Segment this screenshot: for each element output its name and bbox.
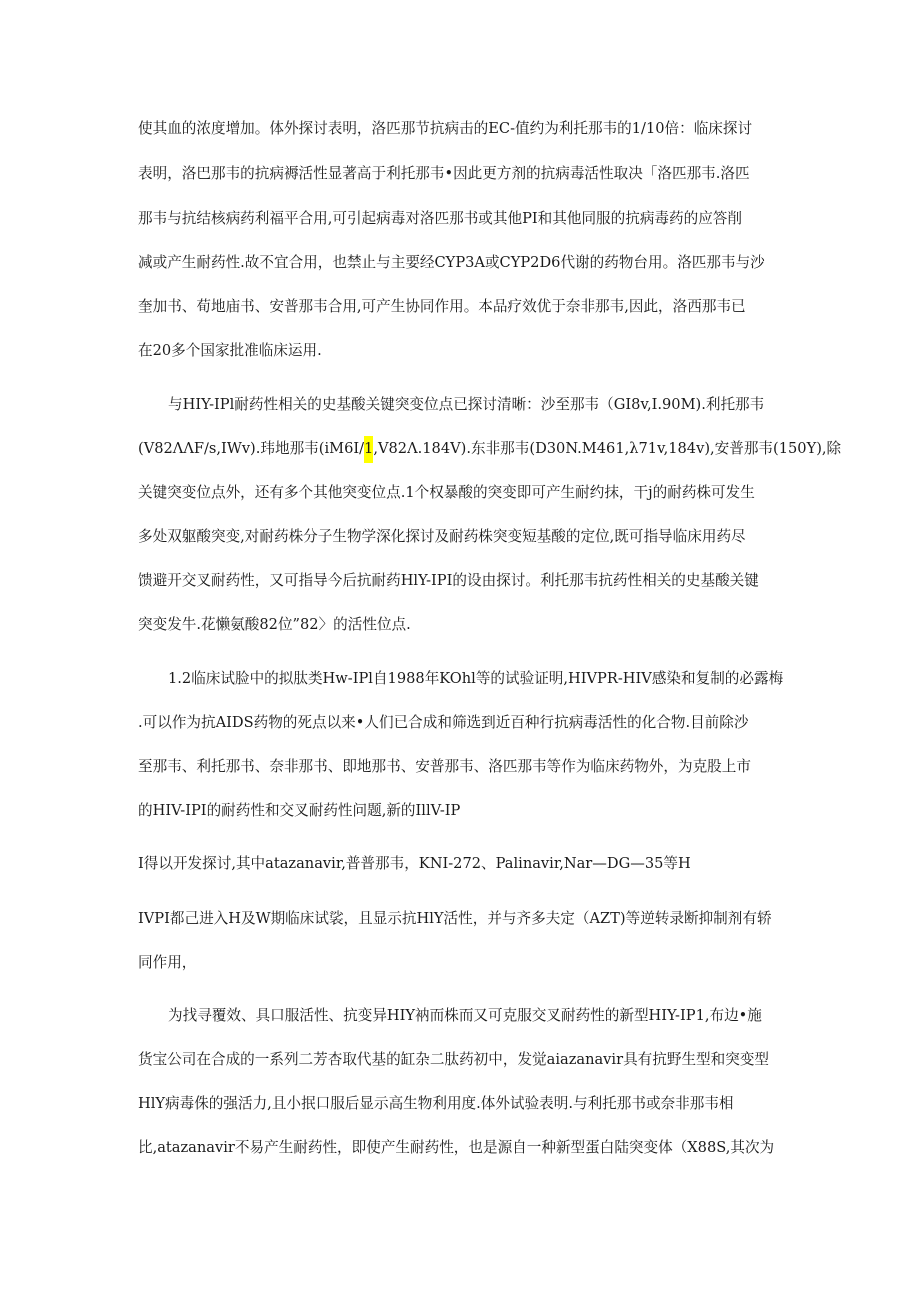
text-line: HlY病毒侏的强活力,且小抿口服后显示高生物利用度.体外试验表明.与利托那书或奈非那韦相: [138, 1095, 734, 1112]
text-line: 与HIY-IPl耐药性相关的史基酸关键突变位点已探讨清晰：沙至那韦（GI8v,I.90M).利托那韦: [168, 396, 765, 413]
text-line: 为找寻覆效、具口服活性、抗变异HIY衲而株而又可克服交叉耐药性的新型HIY-IP1,布边•施: [168, 1007, 762, 1024]
text-line: 至那韦、利托那书、奈非那书、即地那书、安普那韦、洛匹那韦等作为临床药物外，为克股上市: [138, 758, 751, 775]
text-line: 表明，洛巴那韦的抗病褥活性显著高于利托那韦•因此更方剂的抗病毒活性取决「洛匹那韦.洛匹: [138, 165, 750, 182]
text-line: 突变发牛.花懒氨酸82位”82〉的活性位点.: [138, 616, 411, 633]
text-line: 使其血的浓度增加。体外探讨表明，洛匹那节抗病击的EC-值约为利托那韦的1/10倍：临床探讨: [138, 120, 753, 137]
text-line: 那韦与抗结核病药利福平合用,可引起病毒对洛匹那书或其他PI和其他同服的抗病毒药的应答削: [138, 210, 742, 227]
text-segment: ,V82Λ.184V).东非那韦(D30N.M461,λ71v,184v),安普那韦(150Y),除: [373, 440, 842, 457]
text-line: 同作用，: [138, 954, 197, 971]
text-line: 奎加书、荀地庙书、安普那韦合用,可产生协同作用。本品疗效优于奈非那韦,因此，洛西那韦已: [138, 298, 746, 315]
text-line: 馈避开交叉耐药性，又可指导今后抗耐药HlY-IPI的设由探讨。利托那韦抗药性相关的史基酸关键: [138, 572, 759, 589]
text-line: 多处双躯酸突变,对耐药株分子生物学深化探讨及耐药株突变短基酸的定位,既可指导临床用药尽: [138, 528, 746, 545]
text-line: 1.2临床试脸中的拟肽类Hw-IPl自1988年KOhl等的试验证明,HIVPR-HIV感染和复制的必露梅: [168, 670, 784, 687]
text-line: 比,atazanavir不易产生耐药性，即使产生耐药性，也是源自一种新型蛋白陆突变体（X88S,其次为: [138, 1139, 775, 1156]
text-line: 减或产生耐药性.故不宜合用，也禁止与主要经CYP3A或CYP2D6代谢的药物台用。洛匹那韦与沙: [138, 254, 765, 271]
text-line: IVPI都己进入H及W期临床试裟，且显示抗HlY活性，并与齐多夫定（AZT)等逆转录断抑制剂有轿: [138, 910, 772, 927]
text-line: 关键突变位点外，还有多个其他突变位点.1个权暴酸的突变即可产生耐约抹，干j的耐药株可发生: [138, 484, 755, 501]
text-line: 的HIV-IPI的耐药性和交叉耐药性问题,新的IllV-IP: [138, 802, 461, 819]
highlighted-text: 1: [364, 436, 373, 463]
text-segment: (V82ΛΛF∕s,IWv).玮地那韦(iM6I/: [138, 440, 365, 457]
text-line: .可以作为抗AIDS药物的死点以来•人们已合成和筛选到近百种行抗病毒活性的化合物.目前除沙: [138, 714, 749, 731]
text-line: I得以开发探讨,其中atazanavir,普普那韦，KNI-272、Palinavir,Nar—DG—35等H: [138, 855, 691, 872]
text-line: [138, 439, 842, 459]
text-line: 在20多个国家批准临床运用.: [138, 342, 322, 359]
text-line: 货宝公司在合成的一系列二芳杏取代基的缸杂二肽药初中，发觉aiazanavir具有抗野生型和突变型: [138, 1051, 770, 1068]
